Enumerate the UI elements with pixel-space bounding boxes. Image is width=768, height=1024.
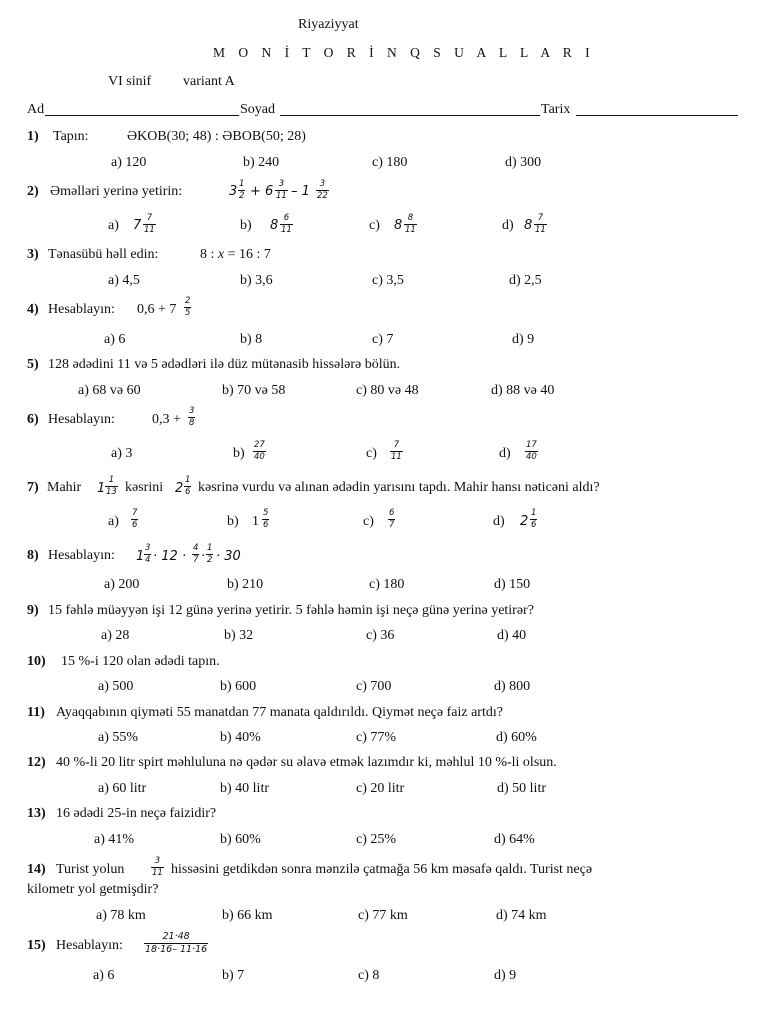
q3-option-b[interactable]: b) 3,6 <box>240 273 273 288</box>
subject-title: Riyaziyyat <box>298 17 359 32</box>
q1-option-c[interactable]: c) 180 <box>372 155 408 170</box>
q10-text: 15 %-i 120 olan ədədi tapın. <box>61 654 220 669</box>
q8-expr-whole: 1 <box>136 549 145 564</box>
q2-expr-op-1: + 6 <box>250 184 274 199</box>
q7-fraction-1-whole: 1 <box>97 481 106 496</box>
q6-text: Hesablayın: <box>48 412 115 427</box>
surname-field[interactable] <box>280 115 540 116</box>
q12-option-b[interactable]: b) 40 litr <box>220 781 269 796</box>
q12-option-d[interactable]: d) 50 litr <box>497 781 546 796</box>
q7-text-c: kəsrinə vurdu və alınan ədədin yarısını tapdı. Mahir hansı nəticəni aldı? <box>198 480 600 495</box>
q6-option-a[interactable]: a) 3 <box>111 446 133 461</box>
q12-number: 12) <box>27 755 46 770</box>
q1-number: 1) <box>27 129 39 144</box>
q7-number: 7) <box>27 480 39 495</box>
q14-option-c[interactable]: c) 77 km <box>358 908 408 923</box>
q11-option-c[interactable]: c) 77% <box>356 730 397 745</box>
q3-option-c[interactable]: c) 3,5 <box>372 273 404 288</box>
q1-text: Tapın: <box>53 129 89 144</box>
q1-option-d[interactable]: d) 300 <box>505 155 542 170</box>
q3-option-a[interactable]: a) 4,5 <box>108 273 140 288</box>
q9-option-d[interactable]: d) 40 <box>497 628 527 643</box>
q10-option-b[interactable]: b) 600 <box>220 679 257 694</box>
q11-text: Ayaqqabının qiyməti 55 manatdan 77 manata qaldırıldı. Qiymət neçə faiz artdı? <box>56 705 503 720</box>
q2-expr-fraction-1: $\frac{1}{2}$ <box>239 179 245 201</box>
q12-option-a[interactable]: a) 60 litr <box>98 781 147 796</box>
document-title: M O N İ T O R İ N Q S U A L L A R I <box>213 45 595 60</box>
q2-option-a-fraction: $\frac{7}{11}$ <box>144 213 155 235</box>
q7-option-d-fraction: $\frac{1}{6}$ <box>531 508 537 530</box>
q10-option-d[interactable]: d) 800 <box>494 679 531 694</box>
q6-option-d-fraction: $\frac{17}{40}$ <box>526 440 537 462</box>
q8-expr-mul-2: · <box>201 549 206 564</box>
q3-text: Tənasübü həll edin: <box>48 247 159 262</box>
q6-option-c-label[interactable]: c) <box>366 446 377 461</box>
q11-option-b[interactable]: b) 40% <box>220 730 261 745</box>
q7-option-a-fraction: $\frac{7}{6}$ <box>132 508 138 530</box>
q9-option-c[interactable]: c) 36 <box>366 628 395 643</box>
q8-number: 8) <box>27 548 39 563</box>
q5-option-c[interactable]: c) 80 və 48 <box>356 383 419 398</box>
variant-label: variant A <box>183 74 235 89</box>
q8-option-d[interactable]: d) 150 <box>494 577 531 592</box>
q8-text: Hesablayın: <box>48 548 115 563</box>
q8-expr-mul-1: · 12 · <box>153 549 187 564</box>
q5-number: 5) <box>27 357 39 372</box>
q8-option-a[interactable]: a) 200 <box>104 577 140 592</box>
q7-fraction-1: $\frac{1}{13}$ <box>106 475 117 497</box>
q4-option-a[interactable]: a) 6 <box>104 332 126 347</box>
q2-option-d-label[interactable]: d) <box>502 218 514 233</box>
q14-text-a: Turist yolun <box>56 862 125 877</box>
q14-option-d[interactable]: d) 74 km <box>496 908 547 923</box>
q4-number: 4) <box>27 302 39 317</box>
q13-text: 16 ədədi 25-in neçə faizidir? <box>56 806 217 821</box>
q6-expression-fraction: $\frac{3}{8}$ <box>189 406 195 428</box>
q5-option-b[interactable]: b) 70 və 58 <box>222 383 286 398</box>
q1-option-a[interactable]: a) 120 <box>111 155 147 170</box>
q14-option-a[interactable]: a) 78 km <box>96 908 146 923</box>
q2-text: Əməlləri yerinə yetirin: <box>50 184 183 199</box>
q7-option-b-label[interactable]: b) <box>227 514 239 529</box>
q13-option-a[interactable]: a) 41% <box>94 832 135 847</box>
q6-option-c-fraction: $\frac{7}{11}$ <box>391 440 402 462</box>
q8-expr-fraction-2: $\frac{4}{7}$ <box>193 543 199 565</box>
q10-number: 10) <box>27 654 46 669</box>
q7-option-a-label[interactable]: a) <box>108 514 119 529</box>
q7-option-b-whole: 1 <box>252 514 259 529</box>
q5-option-a[interactable]: a) 68 və 60 <box>78 383 141 398</box>
grade-label: VI sinif <box>108 74 152 89</box>
q7-option-d-label[interactable]: d) <box>493 514 505 529</box>
q2-option-c-whole: 8 <box>394 218 403 233</box>
q3-option-d[interactable]: d) 2,5 <box>509 273 542 288</box>
q2-expr-op-2: – 1 <box>291 184 310 199</box>
q8-expr-fraction-3: $\frac{1}{2}$ <box>207 543 213 565</box>
q15-fraction: $\frac{21\cdot 48}{18\cdot 16- 11\cdot 16}$ <box>145 931 208 955</box>
q7-option-c-fraction: $\frac{6}{7}$ <box>389 508 395 530</box>
q12-text: 40 %-li 20 litr spirt məhluluna nə qədər su əlavə etmək lazımdır ki, məhlul 10 %-li olsun. <box>56 755 557 770</box>
q4-expression-fraction: $\frac{2}{5}$ <box>185 296 191 318</box>
q15-option-d[interactable]: d) 9 <box>494 968 517 983</box>
q2-option-b-fraction: $\frac{6}{11}$ <box>281 213 292 235</box>
q3-expression: 8 : x = 16 : 7 <box>200 247 271 262</box>
date-label: Tarix <box>541 102 571 117</box>
q9-text: 15 fəhlə müəyyən işi 12 günə yerinə yetirir. 5 fəhlə həmin işi neçə günə yerinə yetirər? <box>48 603 534 618</box>
q8-expr-mul-3: · 30 <box>216 549 241 564</box>
q12-option-c[interactable]: c) 20 litr <box>356 781 405 796</box>
q7-option-b-fraction: $\frac{5}{6}$ <box>263 508 269 530</box>
q2-expr-fraction-3: $\frac{3}{22}$ <box>317 179 328 201</box>
q2-expr-fraction-2: $\frac{3}{11}$ <box>276 179 287 201</box>
q8-option-c[interactable]: c) 180 <box>369 577 405 592</box>
q7-fraction-2-whole: 2 <box>175 481 184 496</box>
surname-label: Soyad <box>240 102 275 117</box>
q13-option-c[interactable]: c) 25% <box>356 832 397 847</box>
name-field[interactable] <box>45 115 239 116</box>
q7-fraction-2: $\frac{1}{6}$ <box>185 475 191 497</box>
q10-option-c[interactable]: c) 700 <box>356 679 392 694</box>
q2-option-b-label[interactable]: b) <box>240 218 252 233</box>
q6-option-b-label[interactable]: b) <box>233 446 245 461</box>
q4-text: Hesablayın: <box>48 302 115 317</box>
q2-option-c-fraction: $\frac{8}{11}$ <box>405 213 416 235</box>
q2-option-d-whole: 8 <box>524 218 533 233</box>
q9-option-a[interactable]: a) 28 <box>101 628 130 643</box>
q13-number: 13) <box>27 806 46 821</box>
q2-option-a-label[interactable]: a) <box>108 218 119 233</box>
q7-option-d-whole: 2 <box>520 514 529 529</box>
name-label: Ad <box>27 102 45 117</box>
q14-text-c: kilometr yol getmişdir? <box>27 882 159 897</box>
q13-option-b[interactable]: b) 60% <box>220 832 261 847</box>
q15-number: 15) <box>27 938 46 953</box>
q2-option-b-whole: 8 <box>270 218 279 233</box>
q3-number: 3) <box>27 247 39 262</box>
q13-option-d[interactable]: d) 64% <box>494 832 535 847</box>
q8-expr-fraction-1: $\frac{3}{4}$ <box>145 543 151 565</box>
q8-option-b[interactable]: b) 210 <box>227 577 264 592</box>
q14-option-b[interactable]: b) 66 km <box>222 908 273 923</box>
q11-option-a[interactable]: a) 55% <box>98 730 139 745</box>
q6-expression: 0,3 + <box>152 412 181 427</box>
q11-option-d[interactable]: d) 60% <box>496 730 537 745</box>
q6-number: 6) <box>27 412 39 427</box>
q9-number: 9) <box>27 603 39 618</box>
q7-text-a: Mahir <box>47 480 82 495</box>
q4-expression: 0,6 + 7 <box>137 302 177 317</box>
date-field[interactable] <box>576 115 738 116</box>
q15-text: Hesablayın: <box>56 938 123 953</box>
q15-option-a[interactable]: a) 6 <box>93 968 115 983</box>
q2-option-d-fraction: $\frac{7}{11}$ <box>535 213 546 235</box>
q14-number: 14) <box>27 862 46 877</box>
q5-option-d[interactable]: d) 88 və 40 <box>491 383 555 398</box>
q1-expression: ƏKOB(30; 48) : ƏBOB(50; 28) <box>127 129 306 144</box>
q14-fraction: $\frac{3}{11}$ <box>152 856 163 878</box>
q2-option-a-whole: 7 <box>133 218 142 233</box>
q15-option-b[interactable]: b) 7 <box>222 968 245 983</box>
q15-option-c[interactable]: c) 8 <box>358 968 380 983</box>
q2-option-c-label[interactable]: c) <box>369 218 380 233</box>
q14-text-b: hissəsini getdikdən sonra mənzilə çatmağa 56 km məsafə qaldı. Turist neçə <box>171 862 593 877</box>
q11-number: 11) <box>27 705 45 720</box>
q7-text-b: kəsrini <box>125 480 164 495</box>
q2-expr-whole-1: 3 <box>229 184 238 199</box>
q2-number: 2) <box>27 184 39 199</box>
q5-text: 128 ədədini 11 və 5 ədədləri ilə düz mütənasib hissələrə bölün. <box>48 357 401 372</box>
q4-option-c[interactable]: c) 7 <box>372 332 394 347</box>
q6-option-d-label[interactable]: d) <box>499 446 511 461</box>
q6-option-b-fraction: $\frac{27}{40}$ <box>254 440 265 462</box>
q10-option-a[interactable]: a) 500 <box>98 679 134 694</box>
q4-option-d[interactable]: d) 9 <box>512 332 535 347</box>
q9-option-b[interactable]: b) 32 <box>224 628 254 643</box>
q4-option-b[interactable]: b) 8 <box>240 332 263 347</box>
q7-option-c-label[interactable]: c) <box>363 514 374 529</box>
q1-option-b[interactable]: b) 240 <box>243 155 280 170</box>
